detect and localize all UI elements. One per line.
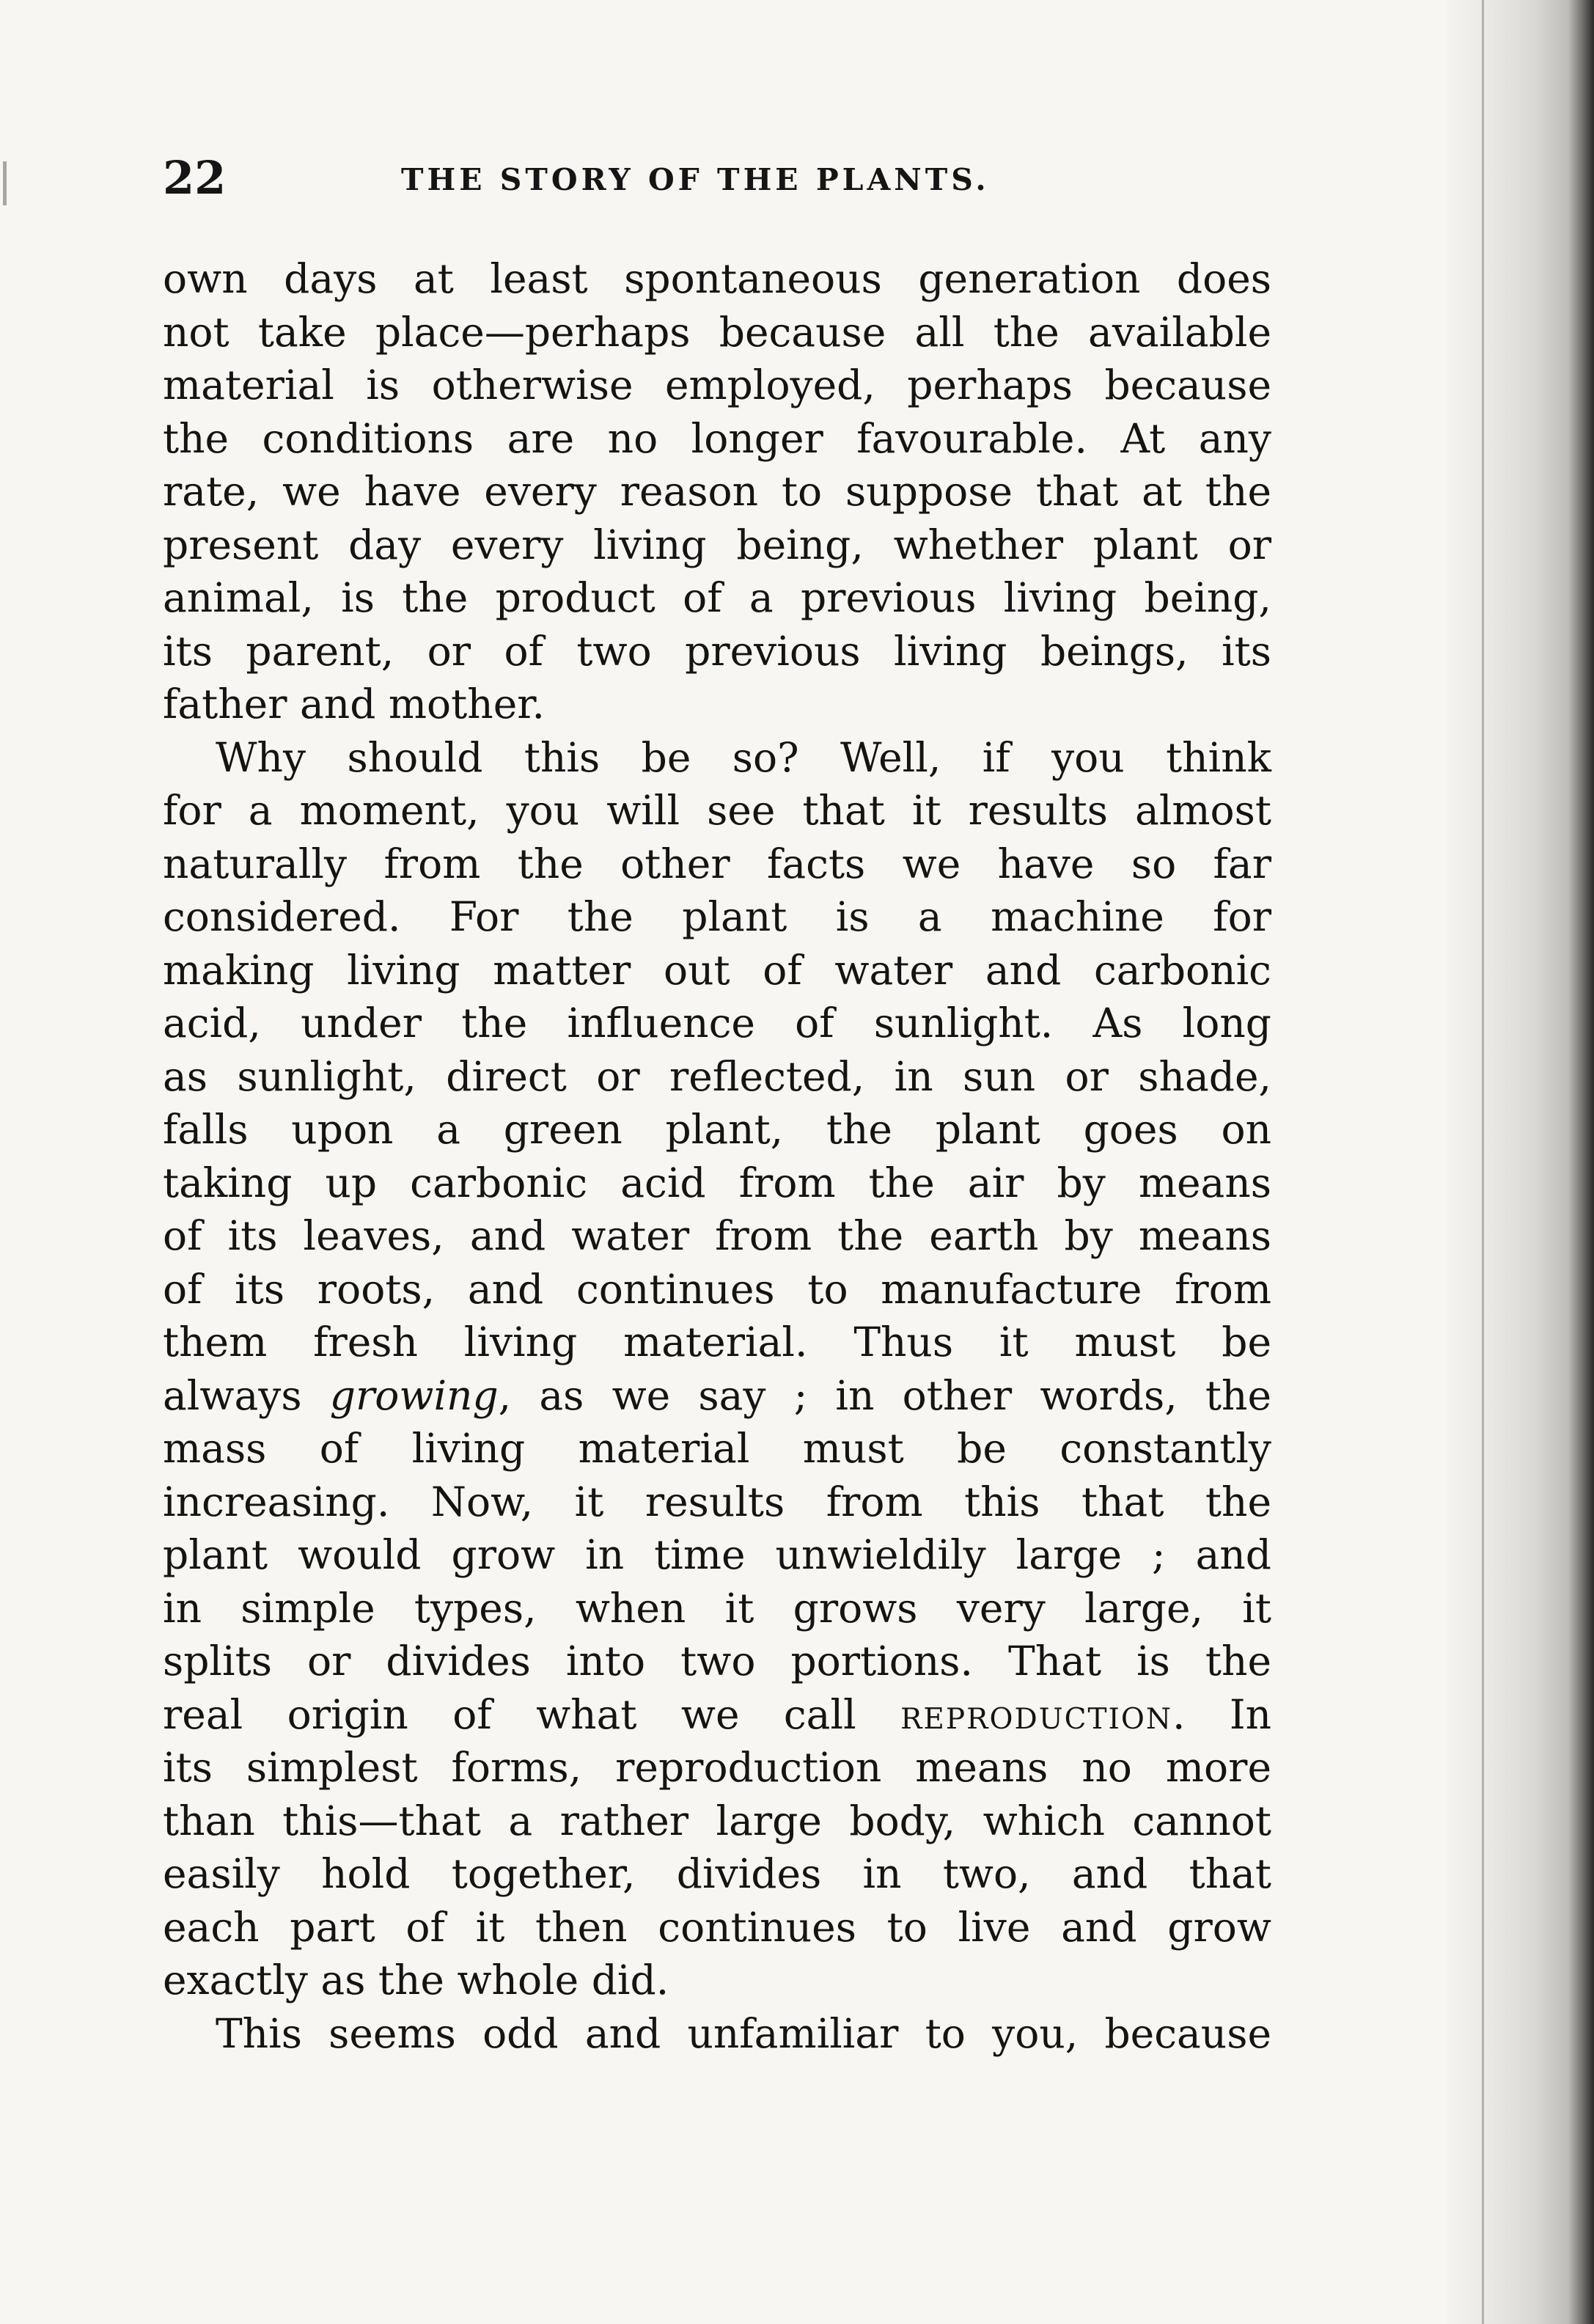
text-line: falls upon a green plant, the plant goes on bbox=[163, 1106, 1271, 1153]
page-edge-line bbox=[1482, 0, 1484, 2324]
text-line-with-small-caps bbox=[163, 1688, 1271, 1742]
text-line: rate, we have every reason to suppose that at the bbox=[163, 468, 1271, 515]
text-line: easily hold together, divides in two, and that bbox=[163, 1850, 1271, 1897]
text-line: considered. For the plant is a machine for bbox=[163, 893, 1271, 940]
text-line: material is otherwise employed, perhaps because bbox=[163, 362, 1271, 408]
text-fragment: , as we say ; in other words, the bbox=[498, 1371, 1271, 1419]
text-line: splits or divides into two portions. That is the bbox=[163, 1638, 1271, 1685]
text-line: them fresh living material. Thus it must be bbox=[163, 1319, 1271, 1366]
small-caps-term: reproduction bbox=[900, 1690, 1172, 1738]
text-line: as sunlight, direct or reflected, in sun or shade, bbox=[163, 1052, 1271, 1100]
text-line: of its roots, and continues to manufacture from bbox=[163, 1265, 1271, 1313]
text-line: mass of living material must be constantly bbox=[163, 1425, 1271, 1472]
text-fragment: real origin of what we call bbox=[163, 1690, 901, 1738]
text-line: its simplest forms, reproduction means no more bbox=[163, 1744, 1271, 1791]
text-fragment: . In bbox=[1172, 1690, 1271, 1738]
italic-word: growing bbox=[329, 1371, 499, 1419]
paragraph-start-line: This seems odd and unfamiliar to you, because bbox=[216, 2009, 1271, 2057]
text-line-with-italic bbox=[163, 1369, 1271, 1423]
text-line: each part of it then continues to live and grow bbox=[163, 1903, 1271, 1951]
text-line: naturally from the other facts we have so far bbox=[163, 840, 1271, 887]
page-number: 22 bbox=[163, 151, 227, 205]
page-binding-edge bbox=[1447, 0, 1594, 2324]
text-line: in simple types, when it grows very large, it bbox=[163, 1584, 1271, 1632]
paragraph-start-line: Why should this be so? Well, if you think bbox=[216, 733, 1271, 781]
page-header bbox=[163, 149, 1271, 208]
running-title: THE STORY OF THE PLANTS. bbox=[401, 162, 990, 197]
text-line: present day every living being, whether plant or bbox=[163, 521, 1271, 568]
text-line: not take place—perhaps because all the available bbox=[163, 308, 1271, 356]
body-text bbox=[163, 252, 1271, 2060]
text-line: animal, is the product of a previous living being, bbox=[163, 574, 1271, 621]
text-line: own days at least spontaneous generation does bbox=[163, 255, 1271, 302]
text-line: making living matter out of water and carbonic bbox=[163, 946, 1271, 994]
text-fragment: always bbox=[163, 1371, 330, 1419]
text-line: acid, under the influence of sunlight. As long bbox=[163, 1000, 1271, 1046]
text-line: plant would grow in time unwieldily large ; and bbox=[163, 1531, 1271, 1578]
text-line: increasing. Now, it results from this that the bbox=[163, 1478, 1271, 1525]
text-line: its parent, or of two previous living beings, its bbox=[163, 627, 1271, 675]
text-line: of its leaves, and water from the earth by means bbox=[163, 1212, 1271, 1259]
text-line: than this—that a rather large body, which cannot bbox=[163, 1797, 1271, 1844]
text-line: for a moment, you will see that it results almost bbox=[163, 787, 1271, 834]
scan-mark bbox=[3, 161, 7, 205]
text-line: taking up carbonic acid from the air by means bbox=[163, 1159, 1271, 1206]
text-line: exactly as the whole did. bbox=[163, 1957, 669, 2004]
text-line: father and mother. bbox=[163, 681, 545, 727]
text-line: the conditions are no longer favourable. At any bbox=[163, 414, 1271, 462]
